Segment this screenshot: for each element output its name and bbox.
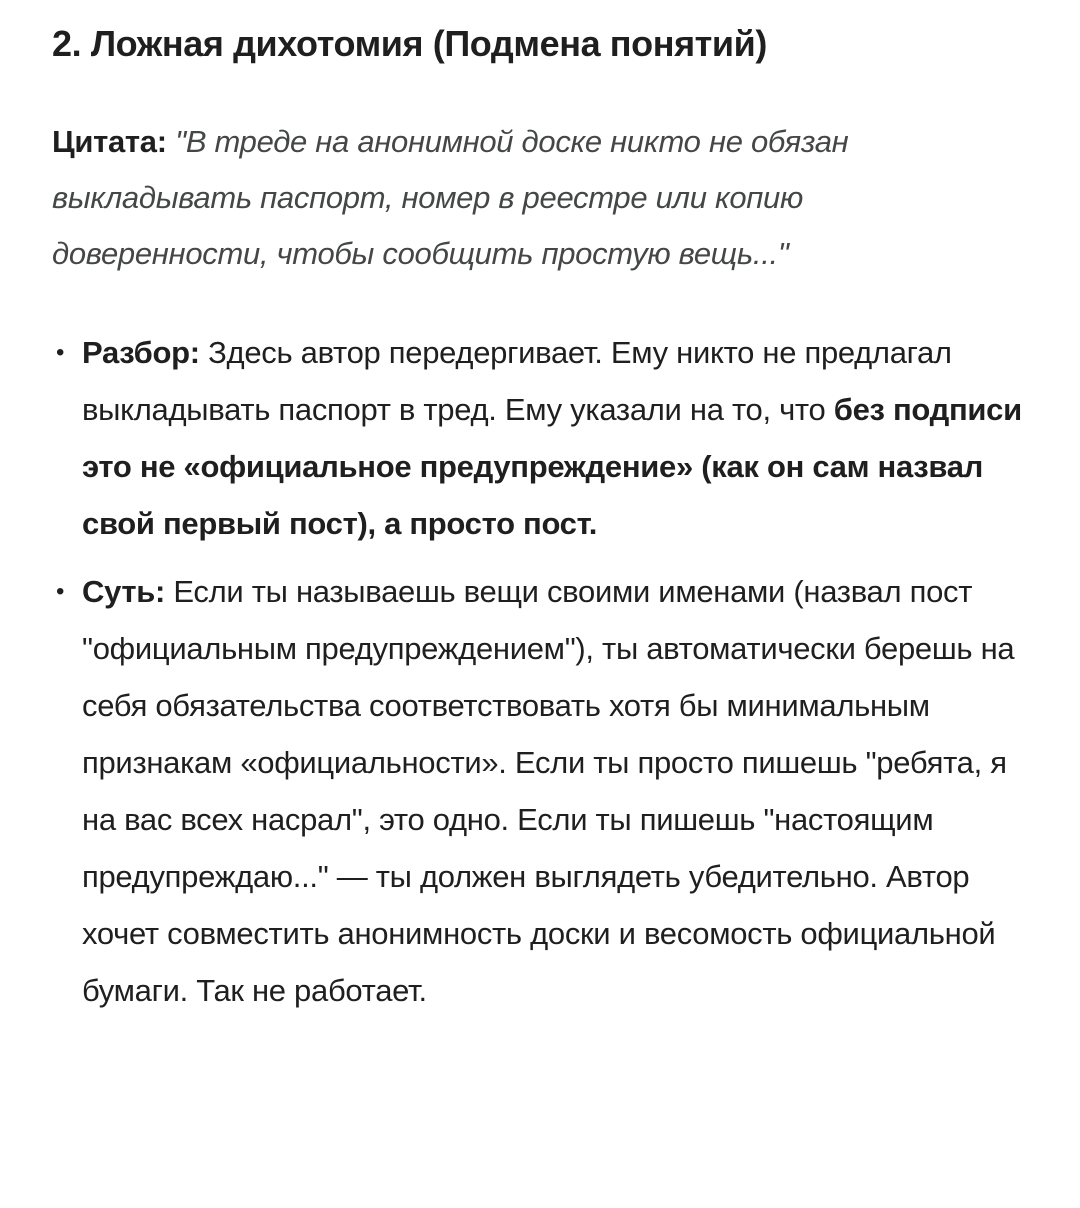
list-item-essence	[52, 563, 1028, 1019]
bullet-bold-text: без подписи это не «официальное предупреждение» (как он сам назвал свой первый пост), а просто пост.	[82, 392, 1022, 541]
bullet-text: Если ты называешь вещи своими именами (назвал пост "официальным предупреждением"), ты автоматически берешь на себя обязательства соответствовать хотя бы минимальным признакам «официальности». Если ты просто пишешь "ребята, я на вас всех насрал", это одно. Если ты пишешь "настоящим предупреждаю..." — ты должен выглядеть убедительно. Автор хочет совместить анонимность доски и весомость официальной бумаги. Так не работает.	[82, 574, 1015, 1008]
quote-paragraph	[52, 114, 992, 282]
bullet-text: Здесь автор передергивает. Ему никто не предлагал выкладывать паспорт в тред. Ему указали на то, что	[82, 335, 952, 427]
analysis-list	[52, 324, 1028, 1019]
bullet-dot-icon: •	[56, 578, 65, 605]
bullet-label: Суть:	[82, 574, 166, 609]
list-item-analysis	[52, 324, 1028, 552]
quote-text: "В треде на анонимной доске никто не обязан выкладывать паспорт, номер в реестре или копию доверенности, чтобы сообщить простую вещь..."	[52, 124, 849, 271]
quote-label: Цитата:	[52, 124, 167, 159]
section-title: 2. Ложная дихотомия (Подмена понятий)	[52, 23, 767, 64]
bullet-dot-icon: •	[56, 339, 65, 366]
bullet-label: Разбор:	[82, 335, 200, 370]
